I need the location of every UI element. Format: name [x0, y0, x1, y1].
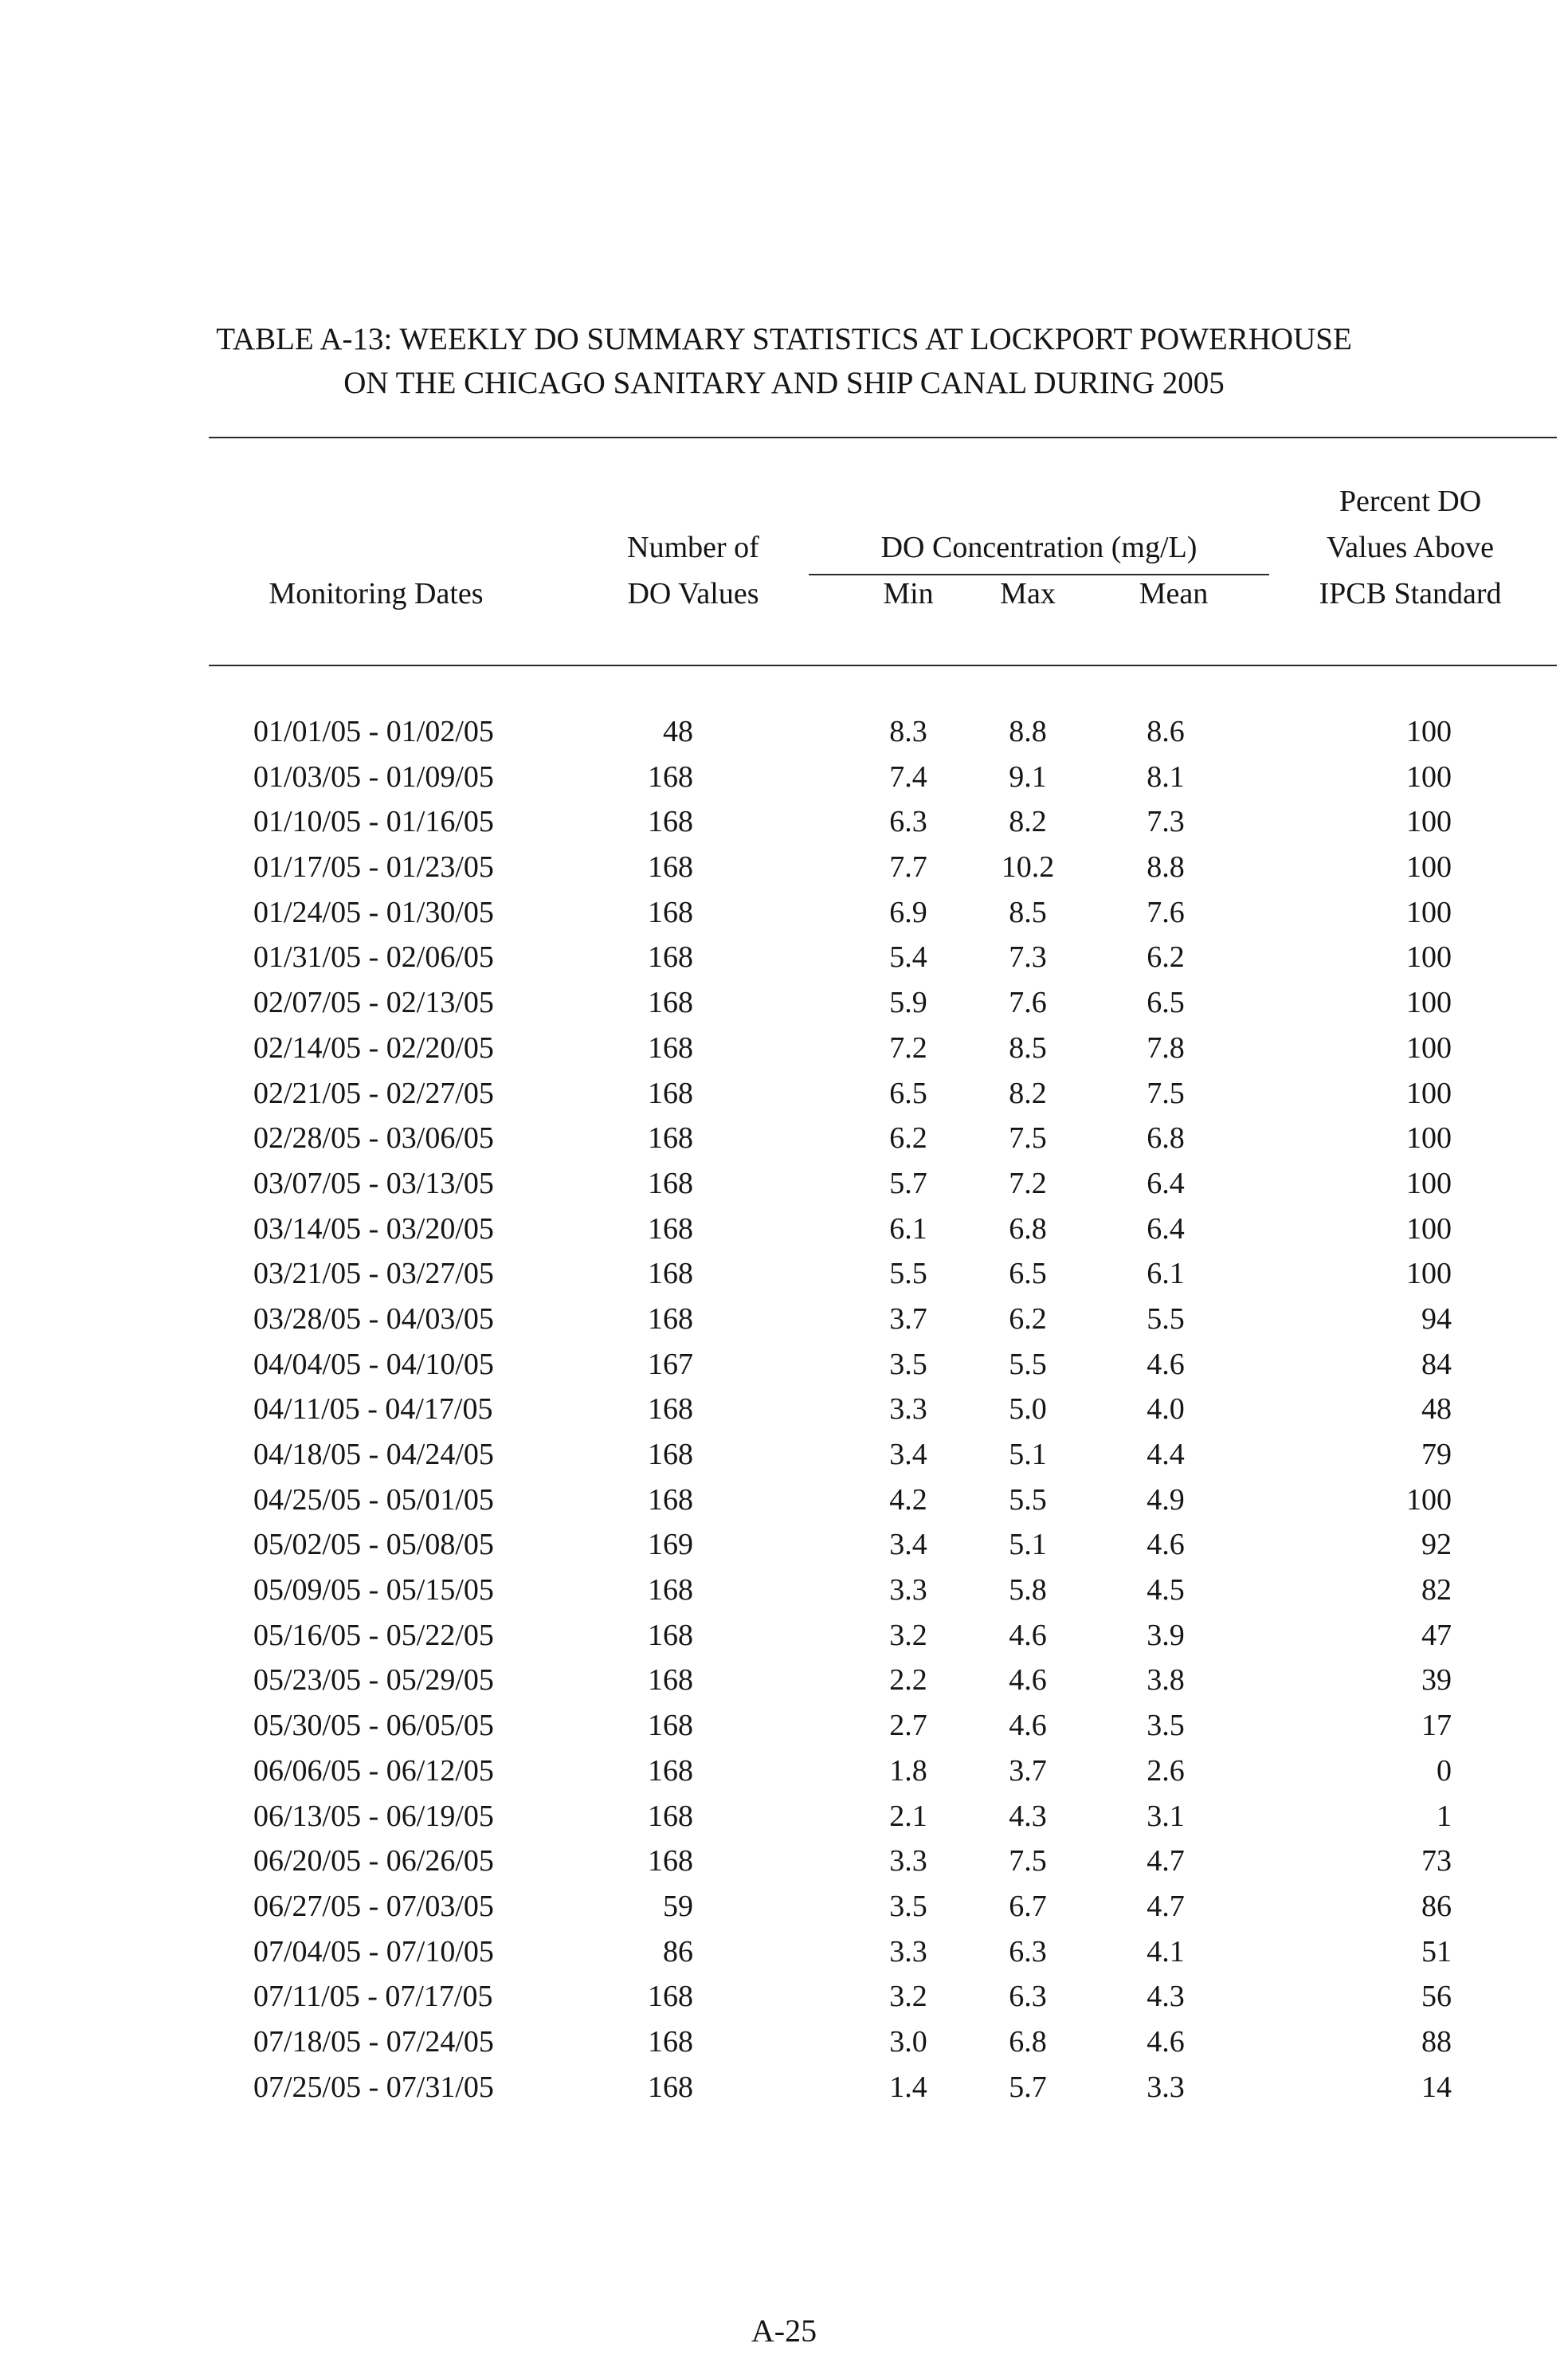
number-of-values-cell: 168	[648, 1709, 693, 1743]
number-of-values-cell: 48	[663, 715, 693, 748]
header-mean: Mean	[1139, 577, 1209, 610]
min-cell: 1.8	[889, 1753, 927, 1788]
page-title	[0, 317, 1568, 405]
min-cell: 6.2	[889, 1121, 927, 1156]
monitoring-dates-cell: 04/25/05 - 05/01/05	[253, 1482, 494, 1517]
mean-cell: 6.5	[1147, 986, 1185, 1020]
max-cell: 4.6	[1009, 1618, 1047, 1652]
mean-cell: 3.5	[1147, 1709, 1185, 1743]
min-cell: 3.4	[889, 1438, 927, 1471]
max-cell: 4.6	[1009, 1709, 1047, 1743]
percent-above-cell: 14	[1421, 2070, 1452, 2104]
table-row	[0, 1884, 1568, 1929]
percent-above-cell: 100	[1406, 1121, 1452, 1156]
mean-cell: 8.8	[1147, 850, 1185, 885]
mean-cell: 6.2	[1147, 940, 1185, 975]
monitoring-dates-cell: 05/30/05 - 06/05/05	[253, 1709, 494, 1743]
number-of-values-cell: 168	[648, 1663, 693, 1698]
percent-above-cell: 100	[1406, 895, 1452, 929]
min-cell: 3.2	[889, 1980, 927, 2014]
min-cell: 3.4	[889, 1528, 927, 1562]
table-row	[0, 1929, 1568, 1975]
header-ipcb-standard: IPCB Standard	[1319, 577, 1502, 610]
percent-above-cell: 73	[1421, 1844, 1452, 1878]
table-row	[0, 1658, 1568, 1703]
min-cell: 3.3	[889, 1573, 927, 1607]
header-top-rule	[209, 437, 1557, 438]
number-of-values-cell: 168	[648, 2070, 693, 2104]
mean-cell: 7.5	[1147, 1076, 1185, 1110]
table-row	[0, 1116, 1568, 1161]
number-of-values-cell: 167	[648, 1347, 693, 1381]
monitoring-dates-cell: 01/17/05 - 01/23/05	[253, 850, 494, 885]
max-cell: 8.8	[1009, 715, 1047, 748]
min-cell: 5.4	[889, 940, 927, 975]
max-cell: 4.6	[1009, 1663, 1047, 1698]
number-of-values-cell: 168	[648, 1844, 693, 1878]
mean-cell: 4.1	[1147, 1934, 1185, 1968]
mean-cell: 4.0	[1147, 1392, 1185, 1427]
mean-cell: 4.4	[1147, 1438, 1185, 1471]
number-of-values-cell: 168	[648, 1392, 693, 1427]
monitoring-dates-cell: 06/06/05 - 06/12/05	[253, 1753, 494, 1788]
table-row	[0, 1251, 1568, 1297]
max-cell: 5.5	[1009, 1482, 1047, 1517]
number-of-values-cell: 168	[648, 1573, 693, 1607]
number-of-values-cell: 168	[648, 1030, 693, 1065]
monitoring-dates-cell: 03/28/05 - 04/03/05	[253, 1301, 494, 1336]
number-of-values-cell: 168	[648, 895, 693, 929]
percent-above-cell: 100	[1406, 1482, 1452, 1517]
min-cell: 6.1	[889, 1211, 927, 1246]
mean-cell: 7.8	[1147, 1030, 1185, 1065]
table-row	[0, 709, 1568, 755]
percent-above-cell: 100	[1406, 940, 1452, 975]
percent-above-cell: 17	[1421, 1709, 1452, 1743]
mean-cell: 4.6	[1147, 1347, 1185, 1381]
min-cell: 3.3	[889, 1844, 927, 1878]
number-of-values-cell: 168	[648, 1257, 693, 1291]
max-cell: 6.8	[1009, 2024, 1047, 2059]
percent-above-cell: 100	[1406, 986, 1452, 1020]
monitoring-dates-cell: 02/07/05 - 02/13/05	[253, 986, 494, 1020]
table-body	[0, 709, 1568, 2110]
mean-cell: 4.6	[1147, 1528, 1185, 1562]
min-cell: 6.5	[889, 1076, 927, 1110]
table-row	[0, 980, 1568, 1026]
max-cell: 6.7	[1009, 1889, 1047, 1923]
max-cell: 9.1	[1009, 760, 1047, 794]
percent-above-cell: 48	[1421, 1392, 1452, 1427]
min-cell: 3.3	[889, 1934, 927, 1968]
number-of-values-cell: 86	[663, 1934, 693, 1968]
title-line-2: ON THE CHICAGO SANITARY AND SHIP CANAL DURING 2005	[343, 366, 1225, 400]
monitoring-dates-cell: 07/04/05 - 07/10/05	[253, 1934, 494, 1968]
percent-above-cell: 100	[1406, 1166, 1452, 1200]
min-cell: 7.4	[889, 760, 927, 794]
percent-above-cell: 51	[1421, 1934, 1452, 1968]
monitoring-dates-cell: 05/16/05 - 05/22/05	[253, 1618, 494, 1652]
min-cell: 5.7	[889, 1166, 927, 1200]
monitoring-dates-cell: 01/31/05 - 02/06/05	[253, 940, 494, 975]
max-cell: 6.3	[1009, 1980, 1047, 2014]
table-row	[0, 890, 1568, 936]
min-cell: 2.7	[889, 1709, 927, 1743]
table-row	[0, 1342, 1568, 1388]
table-row	[0, 1387, 1568, 1432]
table-row	[0, 1207, 1568, 1252]
monitoring-dates-cell: 05/02/05 - 05/08/05	[253, 1528, 494, 1562]
mean-cell: 6.8	[1147, 1121, 1185, 1156]
monitoring-dates-cell: 03/07/05 - 03/13/05	[253, 1166, 494, 1200]
min-cell: 3.5	[889, 1347, 927, 1381]
monitoring-dates-cell: 04/18/05 - 04/24/05	[253, 1438, 494, 1471]
table-row	[0, 1613, 1568, 1658]
number-of-values-cell: 168	[648, 1166, 693, 1200]
max-cell: 5.1	[1009, 1438, 1047, 1471]
percent-above-cell: 100	[1406, 760, 1452, 794]
number-of-values-cell: 168	[648, 1301, 693, 1336]
max-cell: 5.1	[1009, 1528, 1047, 1562]
number-of-values-cell: 168	[648, 986, 693, 1020]
number-of-values-cell: 168	[648, 1618, 693, 1652]
max-cell: 7.5	[1009, 1121, 1047, 1156]
header-monitoring-dates: Monitoring Dates	[269, 577, 484, 610]
percent-above-cell: 1	[1437, 1799, 1452, 1833]
monitoring-dates-cell: 07/25/05 - 07/31/05	[253, 2070, 494, 2104]
mean-cell: 6.1	[1147, 1257, 1185, 1291]
number-of-values-cell: 168	[648, 1799, 693, 1833]
table-row	[0, 1749, 1568, 1794]
mean-cell: 4.5	[1147, 1573, 1185, 1607]
table-row	[0, 2019, 1568, 2065]
max-cell: 7.5	[1009, 1844, 1047, 1878]
table-row	[0, 1974, 1568, 2019]
mean-cell: 7.6	[1147, 895, 1185, 929]
min-cell: 2.1	[889, 1799, 927, 1833]
mean-cell: 2.6	[1147, 1753, 1185, 1788]
percent-above-cell: 79	[1421, 1438, 1452, 1471]
mean-cell: 4.7	[1147, 1889, 1185, 1923]
monitoring-dates-cell: 02/28/05 - 03/06/05	[253, 1121, 494, 1156]
monitoring-dates-cell: 07/11/05 - 07/17/05	[253, 1980, 493, 2014]
number-of-values-cell: 168	[648, 1980, 693, 2014]
min-cell: 5.9	[889, 986, 927, 1020]
number-of-values-cell: 168	[648, 940, 693, 975]
percent-above-cell: 47	[1421, 1618, 1452, 1652]
header-values-above: Values Above	[1326, 531, 1495, 564]
table-row	[0, 1703, 1568, 1749]
min-cell: 7.2	[889, 1030, 927, 1065]
min-cell: 6.3	[889, 805, 927, 839]
table-row	[0, 1478, 1568, 1523]
mean-cell: 4.6	[1147, 2024, 1185, 2059]
number-of-values-cell: 168	[648, 760, 693, 794]
table-row	[0, 755, 1568, 800]
min-cell: 6.9	[889, 895, 927, 929]
monitoring-dates-cell: 06/13/05 - 06/19/05	[253, 1799, 494, 1833]
max-cell: 7.3	[1009, 940, 1047, 975]
max-cell: 10.2	[1001, 850, 1055, 885]
mean-cell: 3.9	[1147, 1618, 1185, 1652]
min-cell: 3.3	[889, 1392, 927, 1427]
max-cell: 8.5	[1009, 895, 1047, 929]
table-row	[0, 1839, 1568, 1884]
percent-above-cell: 100	[1406, 805, 1452, 839]
percent-above-cell: 56	[1421, 1980, 1452, 2014]
max-cell: 8.2	[1009, 1076, 1047, 1110]
max-cell: 4.3	[1009, 1799, 1047, 1833]
monitoring-dates-cell: 05/09/05 - 05/15/05	[253, 1573, 494, 1607]
monitoring-dates-cell: 01/01/05 - 01/02/05	[253, 715, 494, 748]
table-row	[0, 1071, 1568, 1117]
header-bottom-rule	[209, 665, 1557, 666]
max-cell: 6.2	[1009, 1301, 1047, 1336]
min-cell: 3.2	[889, 1618, 927, 1652]
mean-cell: 4.9	[1147, 1482, 1185, 1517]
number-of-values-cell: 168	[648, 1753, 693, 1788]
page-number: A-25	[751, 2313, 817, 2349]
min-cell: 4.2	[889, 1482, 927, 1517]
mean-cell: 5.5	[1147, 1301, 1185, 1336]
number-of-values-cell: 168	[648, 1121, 693, 1156]
table-row	[0, 1026, 1568, 1071]
table-row	[0, 2065, 1568, 2110]
percent-above-cell: 82	[1421, 1573, 1452, 1607]
min-cell: 3.5	[889, 1889, 927, 1923]
monitoring-dates-cell: 06/20/05 - 06/26/05	[253, 1844, 494, 1878]
percent-above-cell: 100	[1406, 1030, 1452, 1065]
max-cell: 6.8	[1009, 1211, 1047, 1246]
min-cell: 2.2	[889, 1663, 927, 1698]
mean-cell: 3.1	[1147, 1799, 1185, 1833]
number-of-values-cell: 169	[648, 1528, 693, 1562]
percent-above-cell: 100	[1406, 715, 1452, 748]
max-cell: 7.6	[1009, 986, 1047, 1020]
max-cell: 5.5	[1009, 1347, 1047, 1381]
max-cell: 5.0	[1009, 1392, 1047, 1427]
monitoring-dates-cell: 06/27/05 - 07/03/05	[253, 1889, 494, 1923]
number-of-values-cell: 168	[648, 2024, 693, 2059]
number-of-values-cell: 168	[648, 1482, 693, 1517]
number-of-values-cell: 168	[648, 850, 693, 885]
header-do-concentration: DO Concentration (mg/L)	[880, 531, 1198, 564]
max-cell: 8.2	[1009, 805, 1047, 839]
percent-above-cell: 92	[1421, 1528, 1452, 1562]
table-row	[0, 1522, 1568, 1568]
monitoring-dates-cell: 03/14/05 - 03/20/05	[253, 1211, 494, 1246]
percent-above-cell: 0	[1437, 1753, 1452, 1788]
min-cell: 3.0	[889, 2024, 927, 2059]
mean-cell: 6.4	[1147, 1166, 1185, 1200]
max-cell: 6.5	[1009, 1257, 1047, 1291]
percent-above-cell: 100	[1406, 1257, 1452, 1291]
number-of-values-cell: 59	[663, 1889, 693, 1923]
monitoring-dates-cell: 04/04/05 - 04/10/05	[253, 1347, 494, 1381]
table-row	[0, 935, 1568, 980]
percent-above-cell: 100	[1406, 850, 1452, 885]
table-row	[0, 845, 1568, 890]
monitoring-dates-cell: 03/21/05 - 03/27/05	[253, 1257, 494, 1291]
monitoring-dates-cell: 01/03/05 - 01/09/05	[253, 760, 494, 794]
header-percent-do: Percent DO	[1339, 485, 1482, 518]
percent-above-cell: 94	[1421, 1301, 1452, 1336]
mean-cell: 4.7	[1147, 1844, 1185, 1878]
min-cell: 8.3	[889, 715, 927, 748]
header-max: Max	[1000, 577, 1056, 610]
number-of-values-cell: 168	[648, 805, 693, 839]
percent-above-cell: 84	[1421, 1347, 1452, 1381]
mean-cell: 8.6	[1147, 715, 1185, 748]
table-row	[0, 1568, 1568, 1613]
monitoring-dates-cell: 02/14/05 - 02/20/05	[253, 1030, 494, 1065]
percent-above-cell: 100	[1406, 1211, 1452, 1246]
monitoring-dates-cell: 01/10/05 - 01/16/05	[253, 805, 494, 839]
table-row	[0, 1297, 1568, 1342]
monitoring-dates-cell: 05/23/05 - 05/29/05	[253, 1663, 494, 1698]
header-do-values: DO Values	[627, 577, 759, 610]
monitoring-dates-cell: 04/11/05 - 04/17/05	[253, 1392, 493, 1427]
header-number-of: Number of	[627, 531, 759, 564]
mean-cell: 7.3	[1147, 805, 1185, 839]
max-cell: 8.5	[1009, 1030, 1047, 1065]
mean-cell: 3.8	[1147, 1663, 1185, 1698]
percent-above-cell: 100	[1406, 1076, 1452, 1110]
max-cell: 7.2	[1009, 1166, 1047, 1200]
min-cell: 1.4	[889, 2070, 927, 2104]
table-row	[0, 1432, 1568, 1478]
mean-cell: 3.3	[1147, 2070, 1185, 2104]
min-cell: 7.7	[889, 850, 927, 885]
monitoring-dates-cell: 02/21/05 - 02/27/05	[253, 1076, 494, 1110]
table-row	[0, 1794, 1568, 1839]
min-cell: 5.5	[889, 1257, 927, 1291]
mean-cell: 8.1	[1147, 760, 1185, 794]
percent-above-cell: 39	[1421, 1663, 1452, 1698]
table-row	[0, 1161, 1568, 1207]
max-cell: 5.8	[1009, 1573, 1047, 1607]
title-line-1: TABLE A-13: WEEKLY DO SUMMARY STATISTICS AT LOCKPORT POWERHOUSE	[216, 322, 1352, 356]
number-of-values-cell: 168	[648, 1211, 693, 1246]
number-of-values-cell: 168	[648, 1076, 693, 1110]
header-min: Min	[883, 577, 934, 610]
max-cell: 3.7	[1009, 1753, 1047, 1788]
mean-cell: 6.4	[1147, 1211, 1185, 1246]
percent-above-cell: 86	[1421, 1889, 1452, 1923]
mean-cell: 4.3	[1147, 1980, 1185, 2014]
number-of-values-cell: 168	[648, 1438, 693, 1471]
table-row	[0, 799, 1568, 845]
min-cell: 3.7	[889, 1301, 927, 1336]
monitoring-dates-cell: 01/24/05 - 01/30/05	[253, 895, 494, 929]
percent-above-cell: 88	[1421, 2024, 1452, 2059]
max-cell: 6.3	[1009, 1934, 1047, 1968]
max-cell: 5.7	[1009, 2070, 1047, 2104]
monitoring-dates-cell: 07/18/05 - 07/24/05	[253, 2024, 494, 2059]
